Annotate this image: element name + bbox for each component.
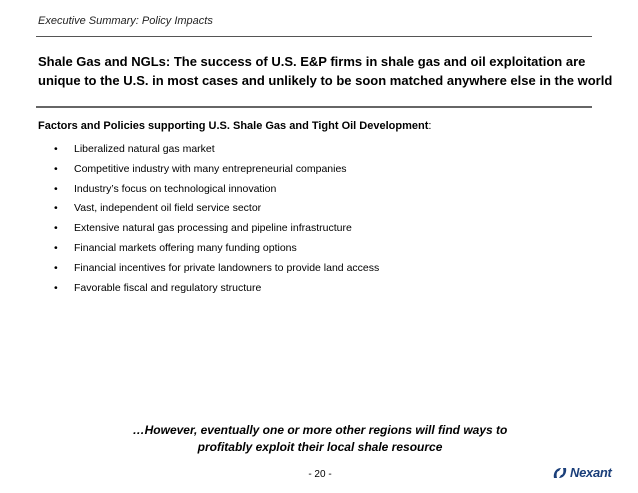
conclusion-line-1: …However, eventually one or more other regions will find ways to — [132, 423, 508, 437]
list-item — [54, 199, 379, 219]
headline-divider — [36, 106, 592, 108]
bullet-icon: • — [54, 281, 58, 294]
slide-headline — [38, 52, 613, 90]
bullet-icon: • — [54, 143, 58, 155]
list-item-text: Financial markets offering many funding options — [74, 241, 297, 254]
list-item — [54, 239, 379, 259]
conclusion-line-2: profitably exploit their local shale resource — [197, 440, 443, 454]
top-divider — [36, 36, 592, 37]
section-label: Executive Summary: Policy Impacts — [38, 15, 213, 27]
list-item-text: Liberalized natural gas market — [74, 143, 215, 155]
bullet-icon: • — [54, 202, 58, 215]
page-number: - 20 - — [308, 469, 332, 480]
list-item-text: Extensive natural gas processing and pipeline infrastructure — [74, 222, 352, 235]
factors-list — [54, 140, 379, 298]
bullet-icon: • — [54, 261, 58, 274]
list-item — [54, 219, 379, 239]
list-item — [54, 180, 379, 200]
factors-intro — [38, 120, 431, 132]
list-item-text: Financial incentives for private landowners to provide land access — [74, 261, 380, 274]
list-item-text: Industry’s focus on technological innovation — [74, 182, 277, 195]
list-item-text: Vast, independent oil field service sector — [74, 202, 262, 215]
nexant-logo-icon — [552, 466, 568, 480]
nexant-logo — [552, 465, 612, 480]
bullet-icon: • — [54, 222, 58, 235]
headline-line-2: unique to the U.S. in most cases and unlikely to be soon matched anywhere else in the world — [38, 73, 613, 88]
list-item-text: Competitive industry with many entrepreneurial companies — [74, 162, 347, 175]
list-item — [54, 259, 379, 279]
list-item — [54, 160, 379, 180]
bullet-icon: • — [54, 182, 58, 195]
factors-intro-colon: : — [428, 120, 432, 132]
factors-intro-text: Factors and Policies supporting U.S. Shale Gas and Tight Oil Development — [38, 120, 429, 132]
logo-text: Nexant — [570, 465, 612, 480]
conclusion-callout — [100, 422, 540, 456]
list-item — [54, 279, 379, 299]
headline-line-1: Shale Gas and NGLs: The success of U.S. E&P firms in shale gas and oil exploitation are — [38, 54, 586, 69]
list-item — [54, 140, 379, 160]
bullet-icon: • — [54, 241, 58, 254]
bullet-icon: • — [54, 162, 58, 175]
list-item-text: Favorable fiscal and regulatory structure — [74, 281, 262, 294]
